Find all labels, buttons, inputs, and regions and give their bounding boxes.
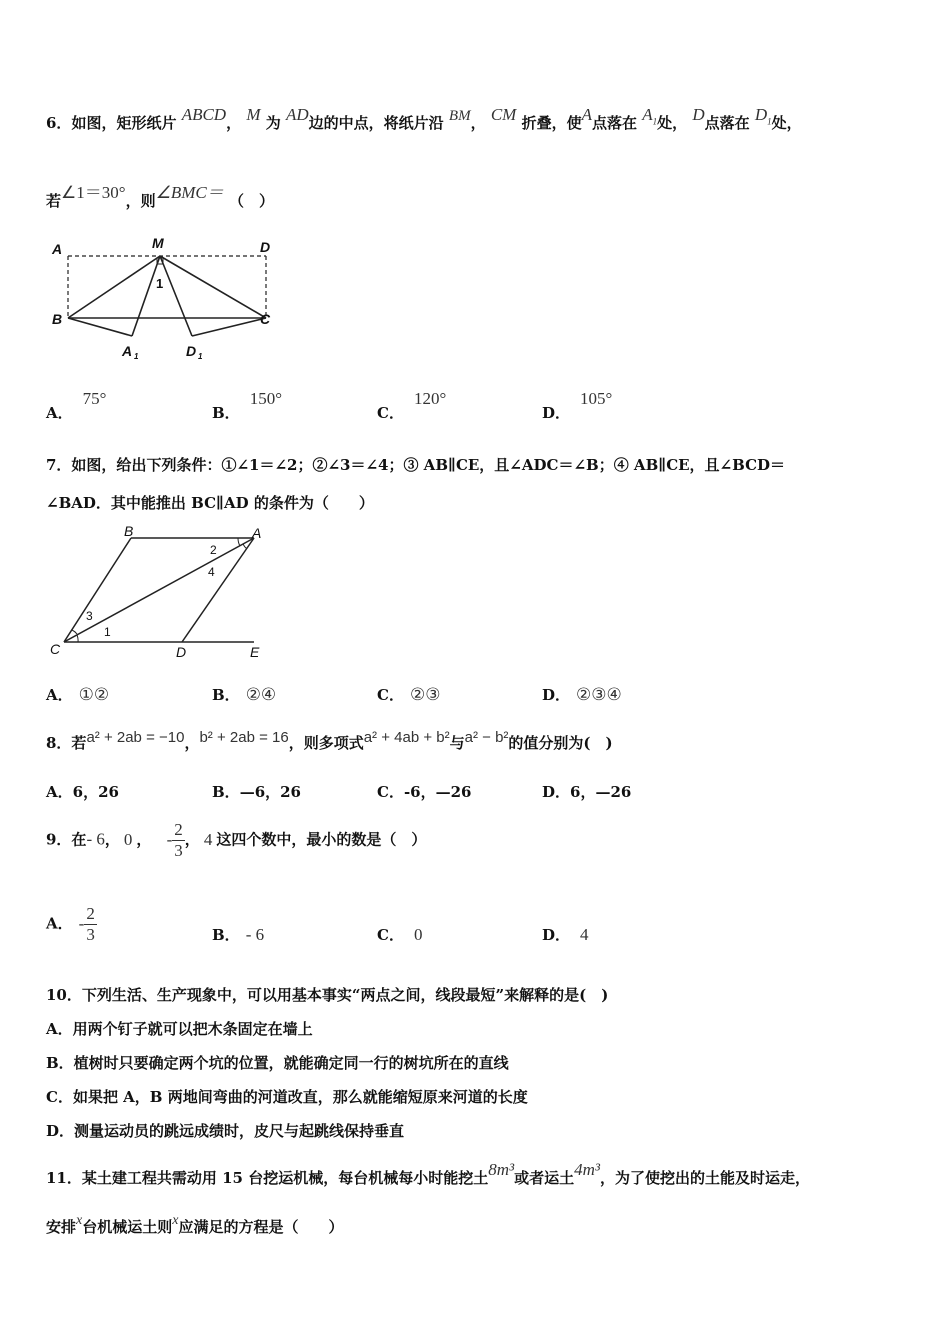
math-x: x xyxy=(76,1213,83,1228)
q9-option-c xyxy=(377,924,422,945)
q6-text: 处， xyxy=(771,114,802,132)
arc-angle2 xyxy=(238,538,240,546)
q9-option-d xyxy=(542,924,589,945)
q6-line2 xyxy=(46,183,274,211)
q6-text: ，则 xyxy=(125,192,156,210)
label-B: B xyxy=(124,523,134,539)
option-label: A． xyxy=(46,686,73,704)
label-E: E xyxy=(250,644,260,660)
math-ABCD: ABCD xyxy=(181,105,227,124)
value-4: 4 xyxy=(203,829,213,849)
subscript: 1 xyxy=(652,116,658,127)
q8-option-d xyxy=(542,781,631,802)
minus-sign: - xyxy=(166,829,173,849)
q6-text: 处， xyxy=(657,114,688,132)
q7-stem-line2: ∠BAD．其中能推出 BC∥AD 的条件为（ ） xyxy=(46,494,374,512)
math-AD: AD xyxy=(285,105,309,124)
q10-stem: 10．下列生活、生产现象中，可以用基本事实“两点之间，线段最短”来解释的是( ) xyxy=(46,986,609,1004)
q7-option-a xyxy=(46,684,109,705)
option-value: ②③④ xyxy=(576,685,622,704)
q8-text: 与 xyxy=(449,734,465,752)
q10-option-d: D．测量运动员的跳远成绩时，皮尺与起跳线保持垂直 xyxy=(46,1122,405,1140)
q6-number: 6． xyxy=(46,114,72,132)
expr-2: b² + 2ab = 16 xyxy=(199,729,289,746)
line-CD1 xyxy=(192,318,266,336)
value-0: 0 xyxy=(123,829,133,849)
line-BM xyxy=(68,256,160,318)
fraction-numerator: 2 xyxy=(174,820,183,839)
q10-option-a: A．用两个钉子就可以把木条固定在墙上 xyxy=(46,1020,313,1038)
label-A1-sub: 1 xyxy=(134,352,139,361)
arc-angle4 xyxy=(243,544,247,549)
math-D: D xyxy=(692,105,705,124)
label-D: D xyxy=(260,239,271,255)
q7-option-b xyxy=(212,684,276,705)
math-D1 xyxy=(754,105,772,127)
q11-text: 11．某土建工程共需动用 15 台挖运机械，每台机械每小时能挖土 xyxy=(46,1169,489,1187)
q10-option-c: C．如果把 A，B 两地间弯曲的河道改直，那么就能缩短原来河道的长度 xyxy=(46,1088,528,1106)
option-label: C． xyxy=(377,404,404,422)
line-BA1 xyxy=(68,318,132,336)
value-neg6: - 6 xyxy=(86,829,105,849)
fraction-2-3 xyxy=(84,904,97,945)
option-label: A． xyxy=(46,783,73,801)
label-A1: A xyxy=(122,343,133,359)
math-8m3: 8m³ xyxy=(488,1160,515,1179)
q7-option-d xyxy=(542,684,622,705)
q6-text: 边的中点，将纸片沿 xyxy=(308,114,444,132)
option-value: -6，—26 xyxy=(403,783,472,801)
q6-text: 如图，矩形纸片 xyxy=(71,114,177,132)
label-angle1: 1 xyxy=(156,276,164,291)
q6-text: 点落在 xyxy=(591,114,637,132)
math-A1 xyxy=(642,105,658,127)
q7-stem-line1: 7．如图，给出下列条件：①∠1＝∠2；②∠3＝∠4；③ AB∥CE，且∠ADC＝∠B；④ AB∥CE，且∠BCD＝ xyxy=(46,456,786,474)
line-MD1 xyxy=(160,256,192,336)
q7-figure xyxy=(46,522,276,664)
option-label: C． xyxy=(377,783,404,801)
q8-option-c xyxy=(377,781,472,802)
q9-text: 9．在 xyxy=(46,830,87,849)
q6-line1 xyxy=(46,105,802,134)
option-label: D． xyxy=(542,404,571,422)
q9-option-b xyxy=(212,924,264,945)
option-label: A． xyxy=(46,404,73,422)
option-label: B． xyxy=(212,926,240,944)
label-angle3: 3 xyxy=(86,609,93,623)
subscript: 1 xyxy=(767,116,772,127)
line-AD xyxy=(182,538,254,642)
comma: ， xyxy=(184,734,200,752)
option-label: A． xyxy=(46,914,73,933)
q10-option-b: B．植树时只要确定两个坑的位置，就能确定同一行的树坑所在的直线 xyxy=(46,1054,509,1072)
option-value: 120° xyxy=(413,389,447,408)
math-x: x xyxy=(172,1213,179,1228)
expr-4: a² − b² xyxy=(464,729,509,746)
label-angle2: 2 xyxy=(210,543,217,557)
fraction-denominator: 3 xyxy=(174,841,183,860)
fraction-denominator: 3 xyxy=(86,925,95,944)
option-value: 4 xyxy=(580,925,589,944)
comma: ， xyxy=(184,830,200,849)
label-A: A xyxy=(52,241,63,257)
option-value: 150° xyxy=(249,389,282,408)
q11-line1 xyxy=(46,1160,810,1188)
option-value: 0 xyxy=(413,925,423,944)
label-M: M xyxy=(152,235,164,251)
math-A: A xyxy=(581,105,592,124)
option-label: C． xyxy=(377,686,404,704)
q6-text: 为 xyxy=(265,114,281,132)
option-label: C． xyxy=(377,926,404,944)
line-CM xyxy=(160,256,266,318)
math-BMC: ∠BMC＝ xyxy=(155,183,224,202)
q6-figure xyxy=(46,232,286,362)
option-label: D． xyxy=(542,926,571,944)
q6-option-d xyxy=(542,389,613,423)
option-value: —6，26 xyxy=(239,783,301,801)
line-MA1 xyxy=(132,256,160,336)
label-A: A xyxy=(252,525,262,541)
option-label: B． xyxy=(212,404,240,422)
expr-1: a² + 2ab = −10 xyxy=(86,729,185,746)
label-angle4: 4 xyxy=(208,565,215,579)
math-BM: BM xyxy=(448,108,471,124)
q9-option-a xyxy=(46,904,97,945)
option-label: B． xyxy=(212,686,240,704)
math-M: M xyxy=(246,105,261,124)
q8-text: 的值分别为( ) xyxy=(508,734,613,752)
line-CB xyxy=(64,538,131,642)
arc-angle3 xyxy=(72,630,77,634)
option-value: 75° xyxy=(82,389,107,408)
option-value: ②④ xyxy=(245,685,277,704)
expr-3: a² + 4ab + b² xyxy=(363,729,450,746)
line-CA xyxy=(64,538,254,642)
comma: ， xyxy=(104,830,120,849)
option-value: 6，26 xyxy=(72,783,119,801)
comma: ， xyxy=(226,114,242,132)
math-angle1: ∠1＝30° xyxy=(61,183,126,202)
option-label: D． xyxy=(542,783,571,801)
option-label: D． xyxy=(542,686,571,704)
fraction-2-3 xyxy=(172,820,185,861)
q6-text: 折叠，使 xyxy=(521,114,582,132)
q8-text: 8．若 xyxy=(46,734,87,752)
q6-option-b xyxy=(212,389,282,423)
label-angle1: 1 xyxy=(104,625,111,639)
q8-option-a xyxy=(46,781,119,802)
option-value: ①② xyxy=(78,685,110,704)
q9-stem xyxy=(46,820,426,861)
q11-text: 安排 xyxy=(46,1218,77,1236)
q6-text: 若 xyxy=(46,192,62,210)
label-D1: D xyxy=(186,343,197,359)
math-D1-base: D xyxy=(754,105,768,124)
q11-text: 应满足的方程是（ ） xyxy=(178,1218,344,1236)
option-value: 105° xyxy=(580,389,613,408)
label-D: D xyxy=(176,644,187,660)
option-value: - 6 xyxy=(245,925,265,944)
q8-stem xyxy=(46,729,613,753)
q11-text: ，为了使挖出的土能及时运走， xyxy=(599,1169,810,1187)
q8-text: ，则多项式 xyxy=(288,734,364,752)
comma: ， xyxy=(470,114,486,132)
label-C: C xyxy=(50,641,61,657)
q9-text: 这四个数中，最小的数是（ ） xyxy=(216,830,427,849)
q6-text: 点落在 xyxy=(704,114,750,132)
fraction-numerator: 2 xyxy=(86,904,95,923)
q11-line2 xyxy=(46,1213,344,1237)
q6-option-c xyxy=(377,389,447,423)
arc-angle1 xyxy=(77,635,78,642)
option-value: 6，—26 xyxy=(570,783,632,801)
option-value: ②③ xyxy=(409,685,441,704)
minus-sign: - xyxy=(78,913,85,933)
q11-text: 台机械运土则 xyxy=(82,1218,173,1236)
label-D1-sub: 1 xyxy=(198,352,203,361)
math-4m3: 4m³ xyxy=(574,1160,600,1179)
q11-text: 或者运土 xyxy=(514,1169,575,1187)
label-C: C xyxy=(260,311,271,327)
comma: ， xyxy=(136,830,152,849)
label-B: B xyxy=(52,311,63,327)
answer-paren: （ ） xyxy=(228,192,274,210)
math-A1-base: A xyxy=(642,105,653,124)
q6-option-a xyxy=(46,389,107,423)
q7-option-c xyxy=(377,684,440,705)
q8-option-b xyxy=(212,781,301,802)
option-label: B． xyxy=(212,783,240,801)
math-CM: CM xyxy=(490,105,517,124)
